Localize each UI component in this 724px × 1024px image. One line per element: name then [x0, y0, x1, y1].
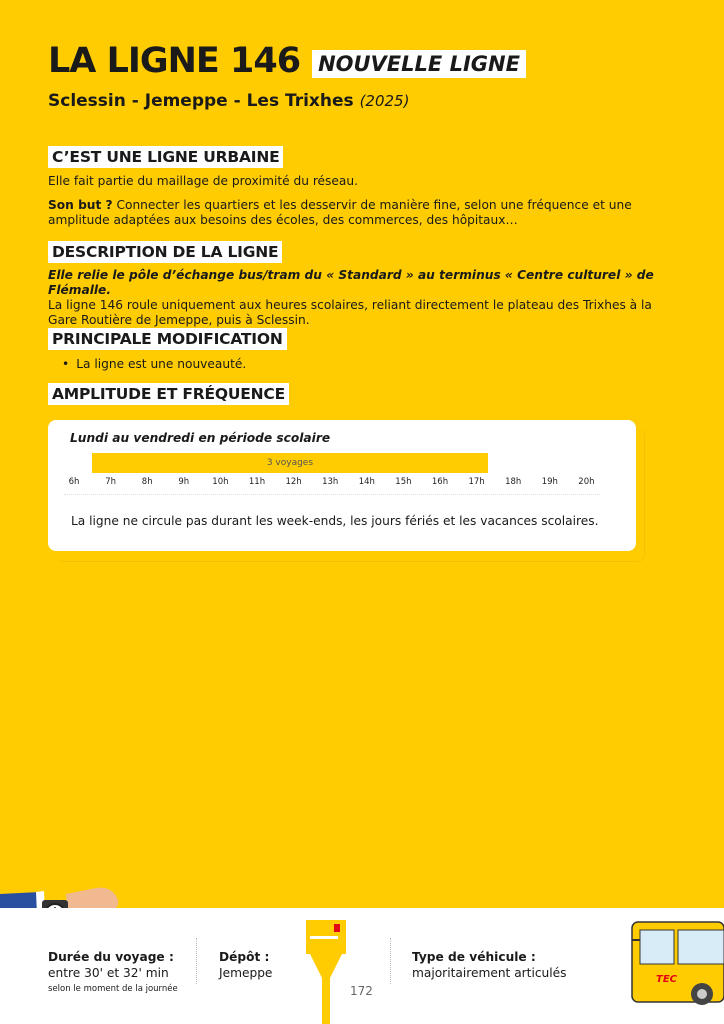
hour-tick-label: 14h — [358, 477, 375, 487]
hour-tick-label: 17h — [468, 477, 485, 487]
footer-bar — [0, 908, 724, 1024]
urbaine-goal — [48, 198, 678, 228]
hour-tick-label: 15h — [395, 477, 412, 487]
title-row — [48, 42, 526, 80]
service-bar-label: 3 voyages — [266, 458, 314, 468]
depot-block — [219, 949, 272, 981]
duration-block — [48, 949, 178, 997]
heading-amplitude: AMPLITUDE ET FRÉQUENCE — [48, 383, 289, 405]
axis-line — [64, 494, 600, 495]
hour-tick-label: 16h — [431, 477, 449, 487]
hour-tick-label: 11h — [248, 477, 266, 487]
separator — [196, 938, 197, 984]
depot-label: Dépôt : — [219, 950, 270, 964]
page-title: LA LIGNE 146 — [48, 41, 301, 81]
frequency-card — [48, 420, 636, 551]
vehicle-label: Type de véhicule : — [412, 950, 536, 964]
description-body: La ligne 146 roule uniquement aux heures scolaires, reliant directement le plateau des Trixhes à la Gare Routière de Jemeppe, puis à Sclessin. — [48, 298, 652, 327]
heading-modification: PRINCIPALE MODIFICATION — [48, 328, 287, 350]
duration-label: Durée du voyage : — [48, 950, 174, 964]
description-text — [48, 268, 678, 328]
hour-tick-label: 13h — [322, 477, 339, 487]
goal-text: Connecter les quartiers et les desservir de manière fine, selon une fréquence et une amplitude adaptées aux besoins des écoles, des commerces, des hôpitaux… — [48, 198, 632, 227]
heading-description: DESCRIPTION DE LA LIGNE — [48, 241, 282, 263]
route-name: Sclessin - Jemeppe - Les Trixhes — [48, 91, 354, 111]
separator — [390, 938, 391, 984]
hour-tick-label: 19h — [541, 477, 558, 487]
frequency-note: La ligne ne circule pas durant les week-ends, les jours fériés et les vacances scolaires. — [71, 514, 599, 528]
hour-tick-label: 7h — [105, 477, 116, 487]
hour-tick-label: 20h — [578, 477, 595, 487]
hour-tick-label: 18h — [505, 477, 522, 487]
route-year: (2025) — [359, 92, 410, 110]
tec-logo: TEC — [656, 974, 677, 985]
service-bar — [92, 453, 487, 473]
period-label: Lundi au vendredi en période scolaire — [70, 431, 331, 445]
goal-label: Son but ? — [48, 198, 113, 212]
description-lead: Elle relie le pôle d’échange bus/tram du « Standard » au terminus « Centre culturel » de Flémalle. — [48, 268, 654, 297]
route-subtitle — [48, 91, 409, 111]
heading-urbaine: C’EST UNE LIGNE URBAINE — [48, 146, 283, 168]
bus-illustration — [630, 918, 724, 1010]
new-line-badge: NOUVELLE LIGNE — [312, 50, 526, 78]
duration-value: entre 30' et 32' min — [48, 966, 169, 980]
page-number: 172 — [350, 984, 373, 998]
depot-value: Jemeppe — [219, 966, 273, 980]
hour-tick-label: 12h — [285, 477, 302, 487]
vehicle-block — [412, 949, 567, 981]
hour-tick-label: 6h — [68, 477, 80, 487]
hour-tick-label: 8h — [141, 477, 153, 487]
hour-axis — [68, 477, 604, 489]
hour-tick-label: 9h — [178, 477, 190, 487]
vehicle-value: majoritairement articulés — [412, 966, 567, 980]
bullet-text: La ligne est une nouveauté. — [76, 357, 247, 371]
modification-bullet — [62, 357, 246, 371]
hour-tick-label: 10h — [212, 477, 229, 487]
bus-stop-icon — [306, 920, 348, 1024]
urbaine-text: Elle fait partie du maillage de proximité du réseau. — [48, 174, 358, 188]
duration-note: selon le moment de la journée — [48, 984, 178, 994]
